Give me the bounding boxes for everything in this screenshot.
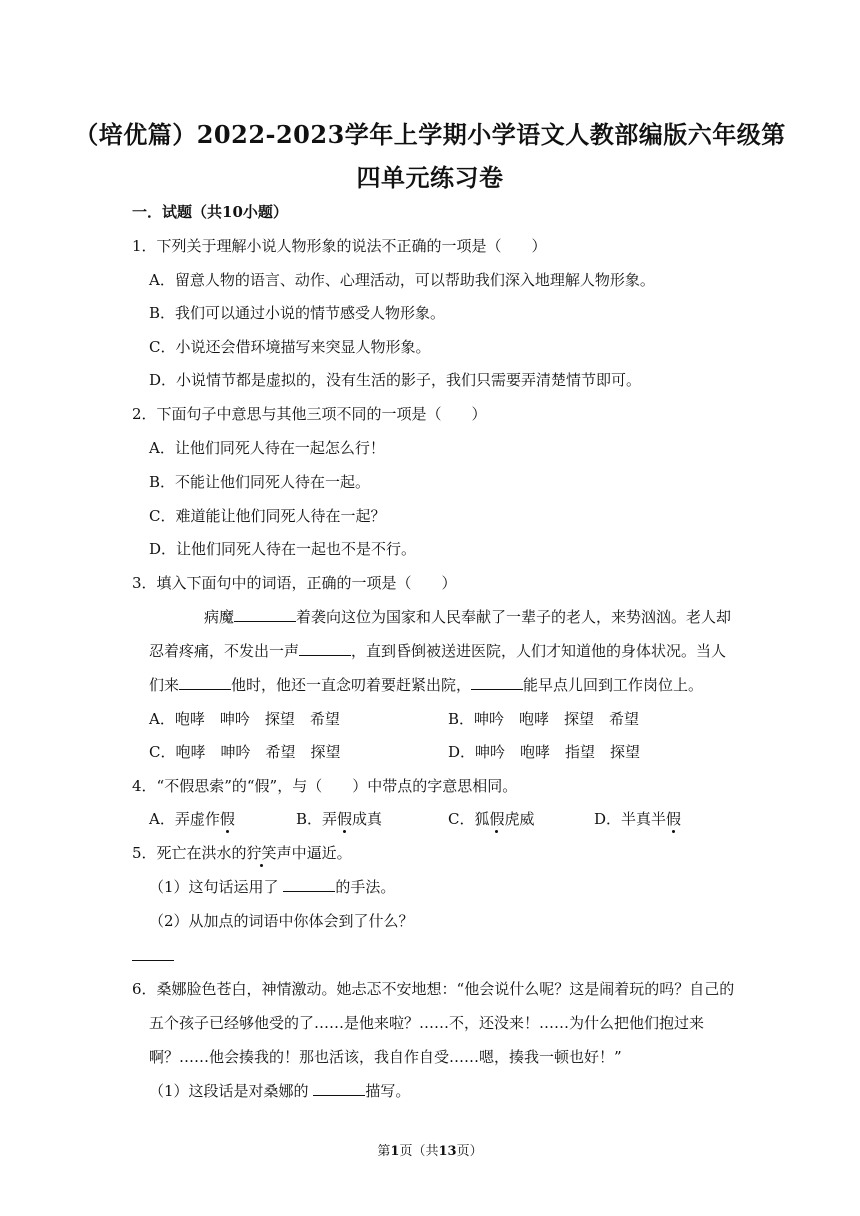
q4-option-c-text: 虎威	[504, 810, 535, 828]
q3-text: 着袭向这位为国家和人民奉献了一辈子的老人，来势汹汹。老人却	[296, 608, 732, 626]
q4-option-c	[448, 809, 535, 829]
dotted-char: 假	[666, 810, 682, 828]
fill-blank	[283, 877, 335, 892]
q3-passage-line3	[149, 675, 703, 695]
q4-stem: 4．“不假思索”的“假”，与（ ）中带点的字意思相同。	[132, 777, 518, 795]
q3-option-a: A．咆哮 呻吟 探望 希望	[149, 710, 340, 728]
q5-stem	[132, 843, 352, 863]
section-heading: 一．试题（共10小题）	[132, 203, 288, 221]
q6-passage-line2: 五个孩子已经够他受的了……是他来啦？……不，还没来！……为什么把他们抱过来	[149, 1014, 705, 1032]
q6-sub1-text: （1）这段话是对桑娜的	[149, 1082, 314, 1100]
q6-passage-line1: 6．桑娜脸色苍白，神情激动。她忐忑不安地想：“他会说什么呢？这是闹着玩的吗？自己的	[132, 980, 735, 998]
q5-text: 声中逼近。	[276, 844, 352, 862]
q5-sub1-text: （1）这句话运用了	[149, 878, 284, 896]
q1-option-a: A．留意人物的语言、动作、心理活动，可以帮助我们深入地理解人物形象。	[149, 271, 655, 289]
q4-option-a	[149, 809, 235, 829]
q4-option-b	[296, 809, 382, 829]
q6-sub1-text: 描写。	[365, 1082, 411, 1100]
q4-option-a-text: A．弄虚作	[149, 810, 220, 828]
q1-stem: 1．下列关于理解小说人物形象的说法不正确的一项是（ ）	[132, 237, 547, 255]
footer-total-pages: 13	[438, 1144, 457, 1159]
q2-option-b: B．不能让他们同死人待在一起。	[149, 473, 371, 491]
q4-option-b-text: B．弄	[296, 810, 338, 828]
q3-text: ，直到昏倒被送进医院，人们才知道他的身体状况。当人	[351, 642, 727, 660]
q4-option-c-text: C．狐	[448, 810, 490, 828]
q5-sub2: （2）从加点的词语中你体会到了什么？	[149, 912, 414, 930]
q3-option-b: B．呻吟 咆哮 探望 希望	[448, 710, 640, 728]
fill-blank	[471, 675, 523, 690]
q4-option-d	[594, 809, 681, 829]
q3-passage-line2	[149, 641, 726, 661]
q2-option-d: D．让他们同死人待在一起也不是不行。	[149, 540, 417, 558]
q3-passage-line1	[204, 607, 731, 627]
dotted-word: 狞笑	[246, 844, 277, 862]
footer-text: 页）	[456, 1144, 483, 1159]
q3-text: 能早点儿回到工作岗位上。	[523, 676, 704, 694]
footer-page-number: 1	[390, 1144, 400, 1159]
q5-sub1-text: 的手法。	[335, 878, 396, 896]
dotted-char: 假	[489, 810, 505, 828]
footer-text: 第	[377, 1144, 391, 1159]
q3-text: 病魔	[204, 608, 235, 626]
q1-option-b: B．我们可以通过小说的情节感受人物形象。	[149, 304, 446, 322]
q6-sub1	[149, 1081, 410, 1101]
footer-text: 页（共	[399, 1144, 439, 1159]
q5-text: 5．死亡在洪水的	[132, 844, 247, 862]
q3-text: 忍着疼痛，不发出一声	[149, 642, 300, 660]
fill-blank	[179, 675, 231, 690]
q2-stem: 2．下面句子中意思与其他三项不同的一项是（ ）	[132, 405, 487, 423]
q4-option-b-text: 成真	[352, 810, 383, 828]
q2-option-a: A．让他们同死人待在一起怎么行！	[149, 439, 385, 457]
q3-option-c: C．咆哮 呻吟 希望 探望	[149, 743, 341, 761]
fill-blank	[313, 1081, 365, 1096]
q5-sub1	[149, 877, 395, 897]
q3-text: 们来	[149, 676, 180, 694]
q6-passage-line3: 啊？……他会揍我的！那也活该，我自作自受……嗯，揍我一顿也好！”	[149, 1048, 622, 1066]
answer-blank	[132, 960, 174, 961]
fill-blank	[299, 641, 351, 656]
q1-option-d: D．小说情节都是虚拟的，没有生活的影子，我们只需要弄清楚情节即可。	[149, 371, 642, 389]
document-title-line2: 四单元练习卷	[356, 163, 504, 192]
q3-option-d: D．呻吟 咆哮 指望 探望	[448, 743, 641, 761]
q1-option-c: C．小说还会借环境描写来突显人物形象。	[149, 338, 431, 356]
q3-text: 他时，他还一直念叨着要赶紧出院，	[231, 676, 472, 694]
q3-stem: 3．填入下面句中的词语，正确的一项是（ ）	[132, 574, 457, 592]
document-title-line1: （培优篇）2022-2023学年上学期小学语文人教部编版六年级第	[74, 120, 786, 149]
dotted-char: 假	[219, 810, 235, 828]
page-footer	[0, 1140, 860, 1159]
fill-blank	[234, 607, 296, 622]
dotted-char: 假	[337, 810, 353, 828]
q4-option-d-text: D．半真半	[594, 810, 667, 828]
q2-option-c: C．难道能让他们同死人待在一起？	[149, 507, 386, 525]
